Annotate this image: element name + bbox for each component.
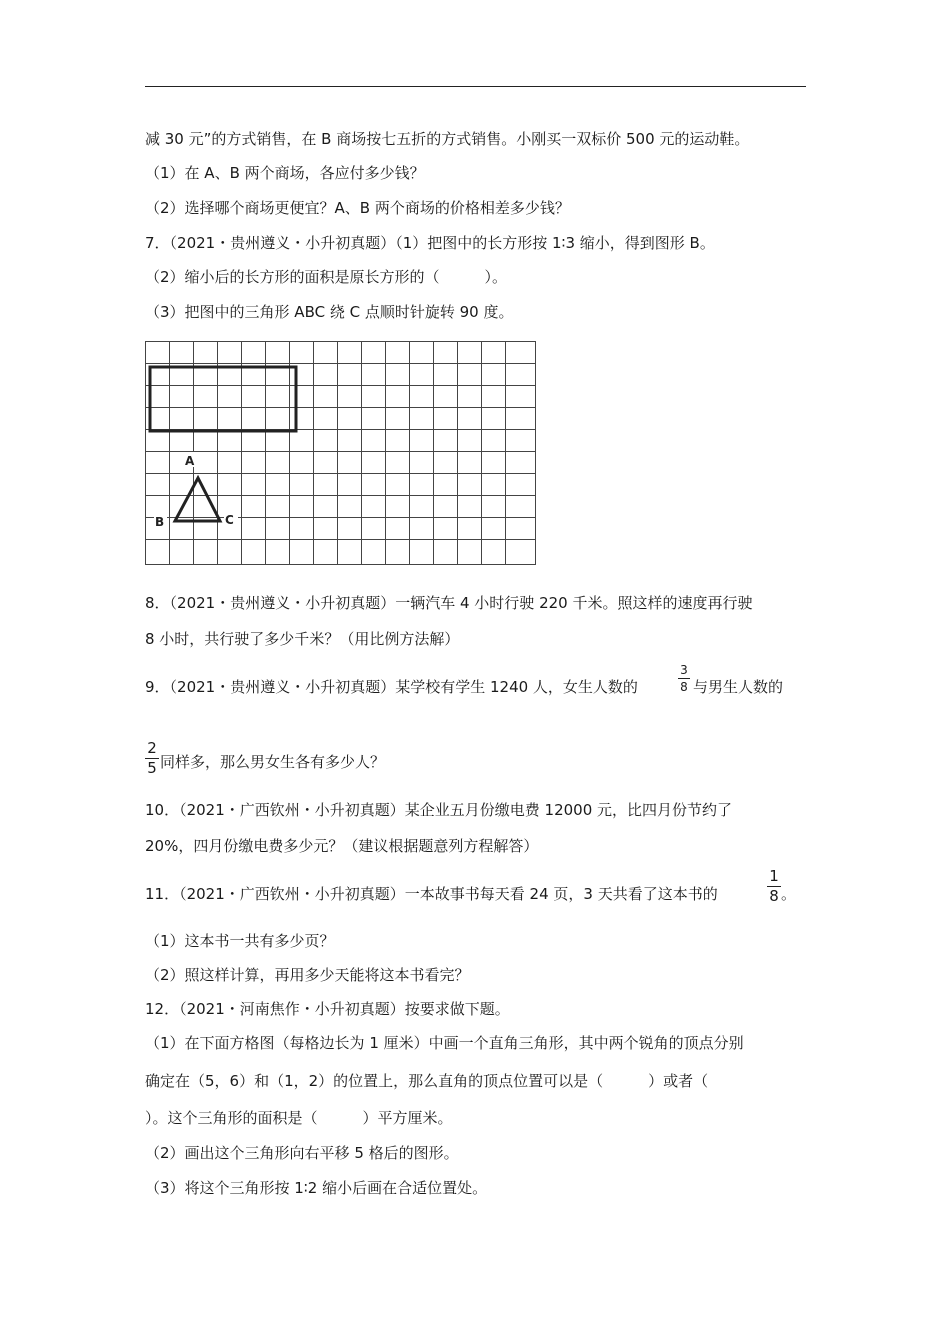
question-8-title: 8．（2021・贵州遵义・小升初真题）一辆汽车 4 小时行驶 220 千米。照这样的速度再行驶 xyxy=(145,594,753,612)
question-12-part-3: （3）将这个三角形按 1∶2 缩小后画在合适位置处。 xyxy=(145,1179,488,1197)
question-11-part-2: （2）照这样计算，再用多少天能将这本书看完？ xyxy=(145,966,470,984)
question-11-title: 11．（2021・广西钦州・小升初真题）一本故事书每天看 24 页，3 天共看了这本书的 xyxy=(145,885,718,903)
text-line: 减 30 元”的方式销售，在 B 商场按七五折的方式销售。小刚买一双标价 500 元的运动鞋。 xyxy=(145,130,750,148)
question-9-title: 9．（2021・贵州遵义・小升初真题）某学校有学生 1240 人，女生人数的 xyxy=(145,678,638,696)
question-12-part-2: （2）画出这个三角形向右平移 5 格后的图形。 xyxy=(145,1144,459,1162)
question-8-cont: 8 小时，共行驶了多少千米？（用比例方法解） xyxy=(145,630,460,648)
fraction-denominator: 8 xyxy=(680,680,688,694)
label-b: B xyxy=(155,515,165,529)
question-7-part-3: （3）把图中的三角形 ABC 绕 C 点顺时针旋转 90 度。 xyxy=(145,303,514,321)
fraction-three-eighths xyxy=(678,663,690,694)
rectangle-shape xyxy=(150,367,296,431)
question-6-part-2: （2）选择哪个商场更便宜？A、B 两个商场的价格相差多少钱？ xyxy=(145,199,570,217)
fraction-numerator: 2 xyxy=(147,739,157,757)
question-11-part-1: （1）这本书一共有多少页？ xyxy=(145,932,335,950)
question-11-title-end: 。 xyxy=(781,885,797,903)
header-rule xyxy=(145,86,806,87)
grid-figure xyxy=(145,341,537,567)
fraction-denominator: 5 xyxy=(147,759,157,777)
question-12-part-1-cont: 确定在（5，6）和（1，2）的位置上，那么直角的顶点位置可以是（ ）或者（ xyxy=(145,1072,709,1090)
question-9-title-end: 与男生人数的 xyxy=(693,678,784,696)
question-9-cont: 同样多，那么男女生各有多少人？ xyxy=(160,753,386,771)
label-a: A xyxy=(185,454,195,468)
fraction-denominator: 8 xyxy=(769,887,779,905)
fraction-numerator: 1 xyxy=(769,867,779,885)
question-12-title: 12．（2021・河南焦作・小升初真题）按要求做下题。 xyxy=(145,1000,510,1018)
fraction-one-eighth xyxy=(767,868,781,905)
fraction-two-fifths xyxy=(145,740,159,777)
label-c: C xyxy=(225,513,234,527)
triangle-abc xyxy=(175,478,220,521)
question-7-part-2: （2）缩小后的长方形的面积是原长方形的（ ）。 xyxy=(145,268,508,286)
question-7-title: 7．（2021・贵州遵义・小升初真题）（1）把图中的长方形按 1∶3 缩小，得到图形 B。 xyxy=(145,234,715,252)
question-10-cont: 20%，四月份缴电费多少元？（建议根据题意列方程解答） xyxy=(145,837,539,855)
question-6-part-1: （1）在 A、B 两个商场，各应付多少钱？ xyxy=(145,164,425,182)
question-12-part-1-cont2: ）。这个三角形的面积是（ ）平方厘米。 xyxy=(145,1109,453,1127)
grid-lines xyxy=(145,341,536,565)
fraction-numerator: 3 xyxy=(680,663,688,677)
question-12-part-1: （1）在下面方格图（每格边长为 1 厘米）中画一个直角三角形，其中两个锐角的顶点分别 xyxy=(145,1034,744,1052)
question-10-title: 10．（2021・广西钦州・小升初真题）某企业五月份缴电费 12000 元，比四月份节约了 xyxy=(145,801,733,819)
